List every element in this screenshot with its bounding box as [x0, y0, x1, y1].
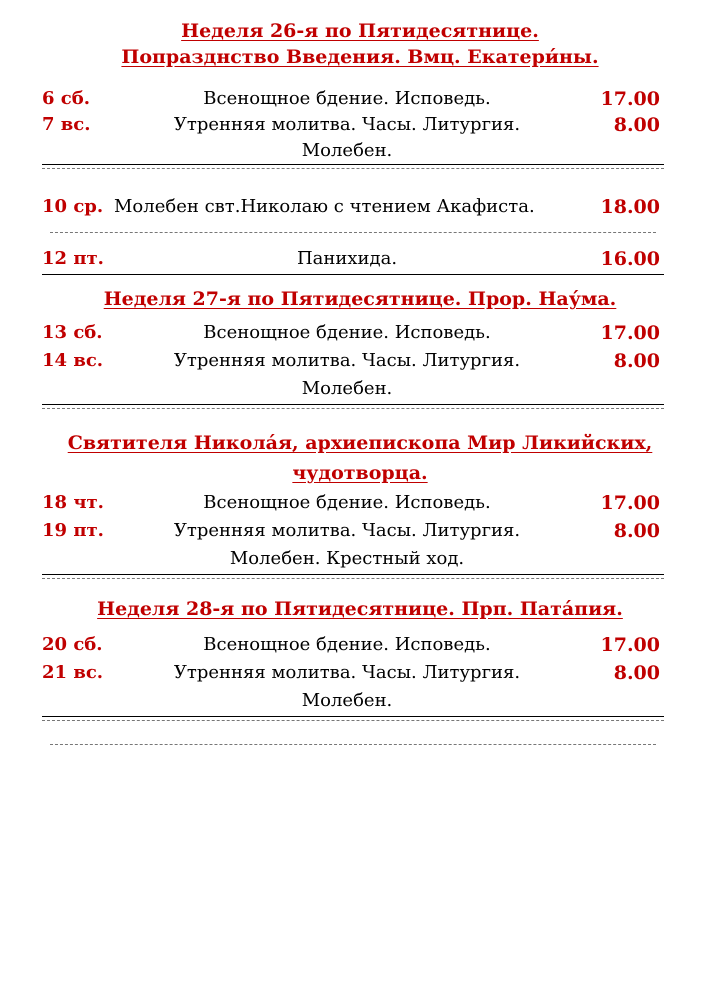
title-line: Неделя 26-я по Пятидесятнице.: [181, 20, 539, 42]
separator: [42, 574, 664, 579]
row-date: 7 вс.: [42, 114, 91, 135]
schedule-row: [42, 492, 664, 516]
title-line: Неделя 27-я по Пятидесятнице. Прор. Нау́ма.: [103, 288, 617, 310]
schedule-row: [42, 114, 664, 138]
row-time: 17.00: [600, 634, 660, 656]
row-service: Панихида.: [296, 248, 398, 269]
row-service: Всенощное бдение. Исповедь.: [203, 88, 491, 109]
row-service: Всенощное бдение. Исповедь.: [203, 492, 491, 513]
schedule-row: [42, 248, 664, 272]
row-service: Всенощное бдение. Исповедь.: [203, 322, 491, 343]
row-time: 8.00: [613, 114, 660, 136]
row-date: 12 пт.: [42, 248, 104, 269]
row-service: Утренняя молитва. Часы. Литургия.: [173, 350, 521, 371]
title-line: Попразднство Введения. Вмц. Екатери́ны.: [121, 46, 599, 68]
row-service: Молебен свт.Николаю с чтением Акафиста.: [114, 196, 535, 217]
separator: [42, 164, 664, 169]
separator: [42, 716, 664, 721]
row-continuation: Молебен.: [301, 140, 393, 161]
section-title: [60, 288, 660, 310]
row-time: 8.00: [613, 350, 660, 372]
row-time: 16.00: [600, 248, 660, 270]
row-date: 10 ср.: [42, 196, 104, 217]
row-time: 17.00: [600, 322, 660, 344]
section-title: [60, 20, 660, 68]
separator: [42, 274, 664, 275]
section-title: [60, 598, 660, 620]
row-service: Утренняя молитва. Часы. Литургия.: [173, 520, 521, 541]
row-time: 8.00: [613, 662, 660, 684]
schedule-row: [42, 196, 664, 220]
schedule-row: [42, 634, 664, 658]
row-time: 8.00: [613, 520, 660, 542]
row-time: 17.00: [600, 88, 660, 110]
row-service: Утренняя молитва. Часы. Литургия.: [173, 114, 521, 135]
separator: [50, 744, 656, 745]
title-line: Святителя Никола́я, архиепископа Мир Ликийских,: [67, 432, 653, 454]
row-time: 17.00: [600, 492, 660, 514]
row-service: Утренняя молитва. Часы. Литургия.: [173, 662, 521, 683]
row-date: 13 сб.: [42, 322, 103, 343]
separator: [50, 232, 656, 233]
schedule-row: [42, 322, 664, 346]
row-date: 14 вс.: [42, 350, 104, 371]
row-date: 18 чт.: [42, 492, 104, 513]
row-date: 6 сб.: [42, 88, 91, 109]
schedule-row: [42, 662, 664, 686]
section-title: [60, 432, 660, 484]
schedule-row: [42, 350, 664, 374]
row-time: 18.00: [600, 196, 660, 218]
schedule-row: [42, 520, 664, 544]
row-date: 21 вс.: [42, 662, 104, 683]
row-continuation: Молебен. Крестный ход.: [229, 548, 465, 569]
separator: [42, 404, 664, 409]
row-service: Всенощное бдение. Исповедь.: [203, 634, 491, 655]
row-date: 20 сб.: [42, 634, 103, 655]
row-continuation: Молебен.: [301, 690, 393, 711]
row-date: 19 пт.: [42, 520, 104, 541]
title-line: чудотворца.: [292, 462, 428, 484]
row-continuation: Молебен.: [301, 378, 393, 399]
title-line: Неделя 28-я по Пятидесятнице. Прп. Пата́пия.: [97, 598, 623, 620]
schedule-row: [42, 88, 664, 112]
